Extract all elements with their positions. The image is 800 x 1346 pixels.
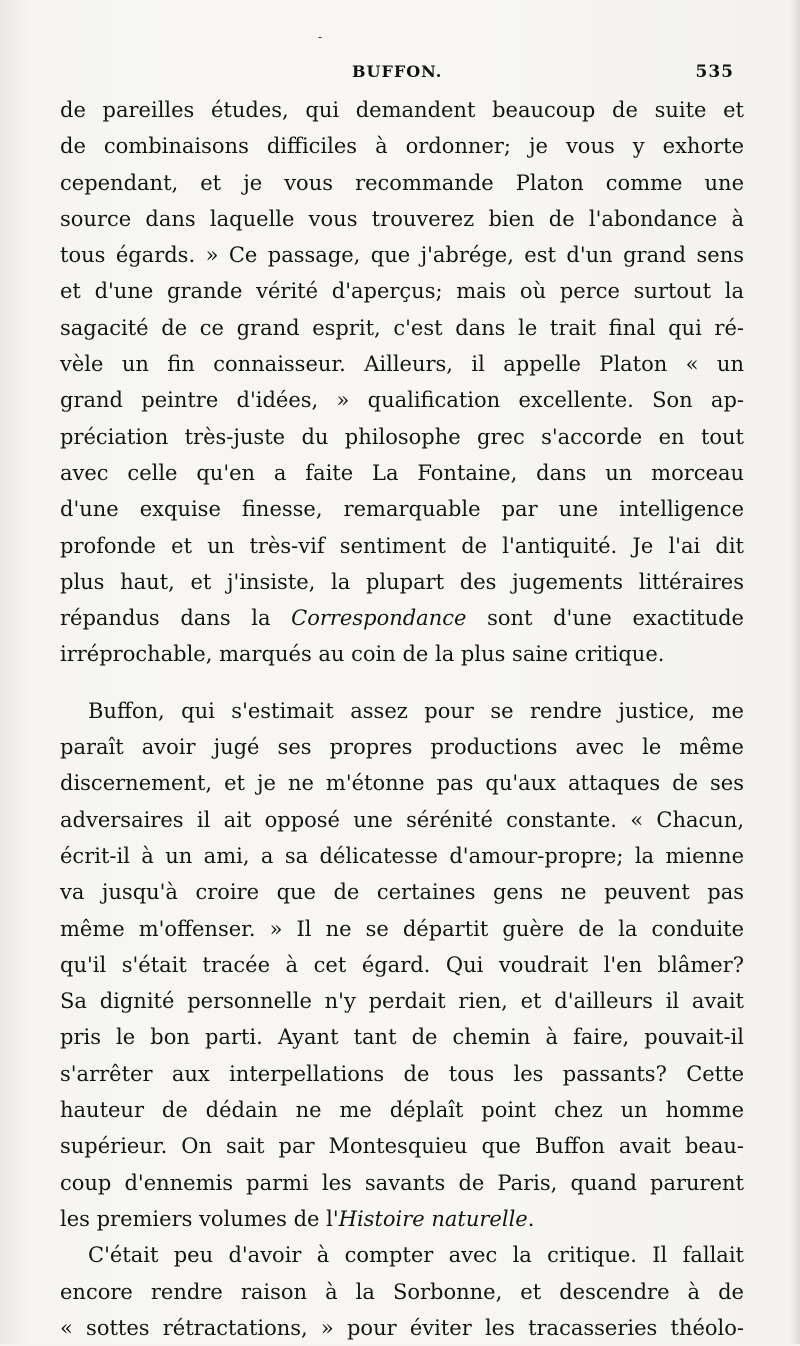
text-line: de pareilles études, qui demandent beaucoup de suite et [60,98,744,122]
text-line: plus haut, et j'insiste, la plupart des jugements littéraires [60,569,744,594]
text-line: C'était peu d'avoir à compter avec la critique. Il fallait [88,1243,744,1268]
body-text [60,92,744,1346]
text-line-with-title [60,1201,744,1237]
text-line: sagacité de ce grand esprit, c'est dans le trait final qui ré- [60,315,744,340]
text-line: supérieur. On sait par Montesquieu que Buffon avait beau- [60,1134,744,1159]
page-number: 535 [695,62,734,82]
text-line: s'arrêter aux interpellations de tous les passants? Cette [60,1061,744,1086]
text-line: pris le bon parti. Ayant tant de chemin à faire, pouvait-il [60,1025,744,1050]
text-line: profonde et un très-vif sentiment de l'antiquité. Je l'ai dit [60,533,744,558]
text-line: « sottes rétractations, » pour éviter les tracasseries théolo- [60,1315,744,1340]
text-line: Sa dignité personnelle n'y perdait rien, et d'ailleurs il avait [60,989,744,1014]
paragraph-gap [60,673,744,693]
text-line: Buffon, qui s'estimait assez pour se rendre justice, me [88,698,744,723]
text-line: d'une exquise finesse, remarquable par une intelligence [60,497,744,522]
text-line: coup d'ennemis parmi les savants de Paris, quand parurent [60,1170,744,1195]
text-fragment: sont d'une exactitude [466,606,744,631]
text-line: adversaires il ait opposé une sérénité constante. « Chacun, [60,807,744,832]
text-line: et d'une grande vérité d'aperçus; mais où perce surtout la [60,279,744,304]
text-line: vèle un fin connaisseur. Ailleurs, il appelle Platon « un [60,352,744,377]
text-line: avec celle qu'en a faite La Fontaine, dans un morceau [60,460,744,485]
text-line: écrit-il à un ami, a sa délicatesse d'amour-propre; la mienne [60,843,744,868]
text-line: même m'offenser. » Il ne se départit guère de la conduite [60,916,744,941]
text-line: cependant, et je vous recommande Platon comme une [60,170,744,195]
text-line: hauteur de dédain ne me déplaît point chez un homme [60,1098,744,1123]
text-line: préciation très-juste du philosophe grec s'accorde en tout [60,424,744,449]
text-line: va jusqu'à croire que de certaines gens ne peuvent pas [60,880,744,905]
text-line: de combinaisons difficiles à ordonner; je vous y exhorte [60,134,744,159]
top-mark: - [318,30,323,44]
text-line: tous égards. » Ce passage, que j'abrége, est d'un grand sens [60,243,744,268]
text-line: qu'il s'était tracée à cet égard. Qui voudrait l'en blâmer? [60,952,744,977]
text-line: source dans laquelle vous trouverez bien de l'abondance à [60,206,744,231]
text-line: discernement, et je ne m'étonne pas qu'aux attaques de ses [60,771,744,796]
text-line: paraît avoir jugé ses propres productions avec le même [60,735,744,760]
text-line: irréprochable, marqués au coin de la plus saine critique. [60,642,665,667]
text-fragment: les premiers volumes de l' [60,1206,339,1231]
book-title-histoire-naturelle: Histoire naturelle [338,1206,528,1231]
text-line: grand peintre d'idées, » qualification excellente. Son ap- [60,388,744,413]
book-title-correspondance: Correspondance [291,606,467,631]
running-header [60,58,740,88]
text-fragment: répandus dans la [60,606,292,631]
text-line: encore rendre raison à la Sorbonne, et descendre à de [60,1279,744,1304]
text-fragment: . [527,1206,535,1231]
text-line-with-title [60,600,744,636]
running-title: BUFFON. [352,62,443,81]
